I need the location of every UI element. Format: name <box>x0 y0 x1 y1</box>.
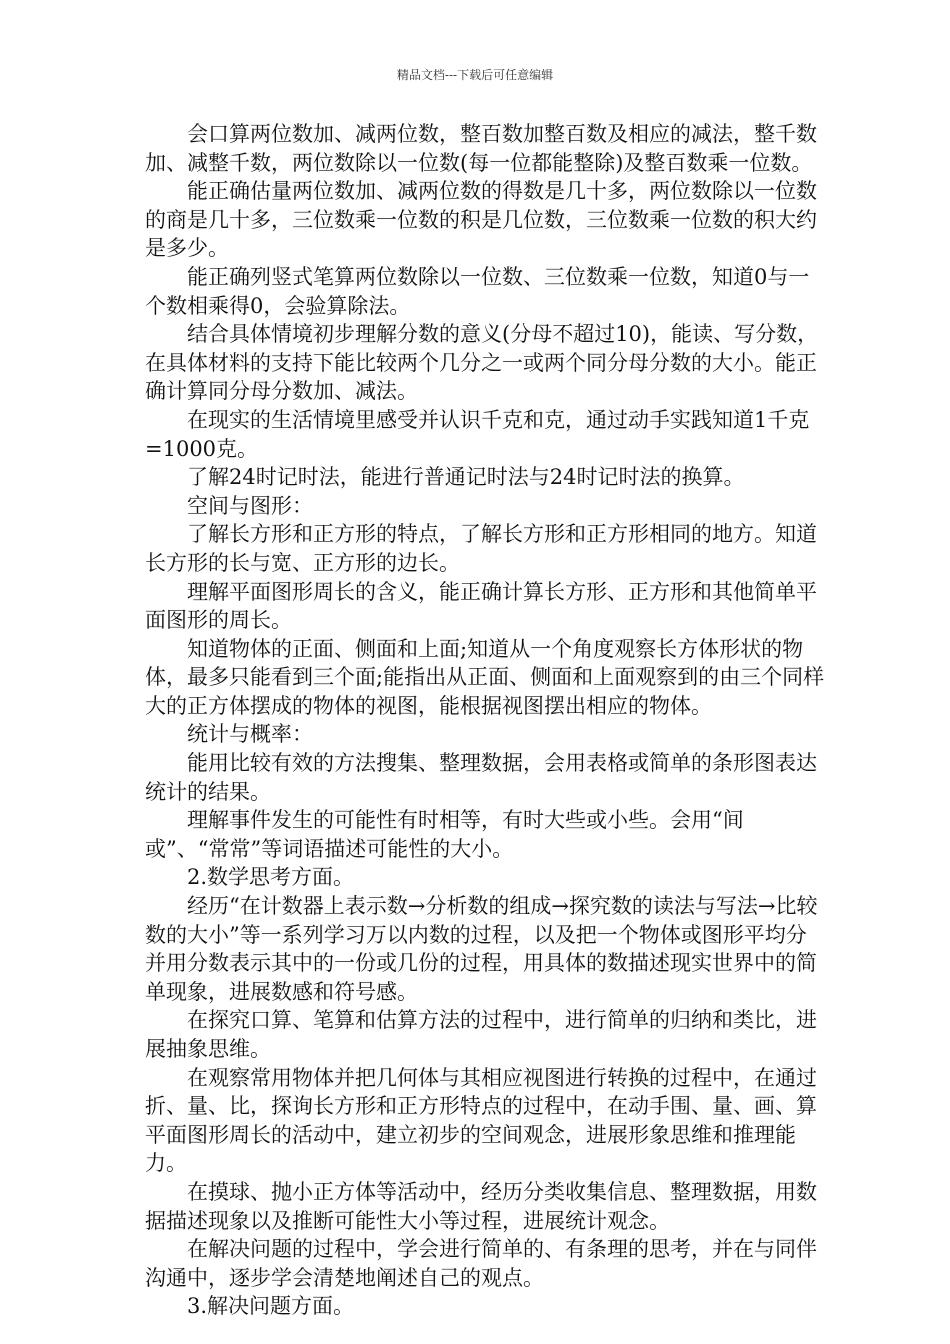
section-heading: 空间与图形： <box>187 493 313 518</box>
paragraph: 会口算两位数加、减两位数，整百数加整百数及相应的减法，整千数加、减整千数，两位数除以一位数(每一位都能整除)及整百数乘一位数。 <box>145 122 817 175</box>
paragraph: 结合具体情境初步理解分数的意义(分母不超过10)，能读、写分数，在具体材料的支持下能比较两个几分之一或两个同分母分数的大小。能正确计算同分母分数加、减法。 <box>145 322 819 404</box>
paragraph: 能正确列竖式笔算两位数除以一位数、三位数乘一位数，知道0与一个数相乘得0，会验算除法。 <box>145 264 810 318</box>
paragraph: 在解决问题的过程中，学会进行简单的、有条理的思考，并在与同伴沟通中，逐步学会清楚地阐述自己的观点。 <box>145 1237 817 1290</box>
section-heading: 2.数学思考方面。 <box>187 865 355 890</box>
document-body <box>145 120 825 1321</box>
paragraph: 理解事件发生的可能性有时相等，有时大些或小些。会用“间或”、“常常”等词语描述可能性的大小。 <box>145 808 744 861</box>
section-heading: 统计与概率： <box>187 722 313 747</box>
paragraph: 在探究口算、笔算和估算方法的过程中，进行简单的归纳和类比，进展抽象思维。 <box>145 1008 817 1061</box>
paragraph: 了解24时记时法，能进行普通记时法与24时记时法的换算。 <box>187 465 745 490</box>
paragraph: 理解平面图形周长的含义，能正确计算长方形、正方形和其他简单平面图形的周长。 <box>145 579 817 633</box>
paragraph: 能用比较有效的方法搜集、整理数据，会用表格或简单的条形图表达统计的结果。 <box>145 751 817 804</box>
paragraph: 在摸球、抛小正方体等活动中，经历分类收集信息、整理数据，用数据描述现象以及推断可能性大小等过程，进展统计观念。 <box>145 1179 817 1233</box>
paragraph: 能正确估量两位数加、减两位数的得数是几十多，两位数除以一位数的商是几十多，三位数乘一位数的积是几位数，三位数乘一位数的积大约是多少。 <box>145 179 817 261</box>
paragraph: 在现实的生活情境里感受并认识千克和克，通过动手实践知道1千克=1000克。 <box>145 407 810 461</box>
paragraph: 经历“在计数器上表示数→分析数的组成→探究数的读法与写法→比较数的大小”等一系列学习万以内数的过程，以及把一个物体或图形平均分并用分数表示其中的一份或几份的过程，用具体的数描述现实世界中的简单现象，进展数感和符号感。 <box>145 894 818 1004</box>
paragraph: 在观察常用物体并把几何体与其相应视图进行转换的过程中，在通过折、量、比，探询长方形和正方形特点的过程中，在动手围、量、画、算平面图形周长的活动中，建立初步的空间观念，进展形象思维和推理能力。 <box>145 1065 817 1176</box>
section-heading: 3.解决问题方面。 <box>187 1294 355 1319</box>
paragraph: 了解长方形和正方形的特点，了解长方形和正方形相同的地方。知道长方形的长与宽、正方形的边长。 <box>145 522 817 575</box>
paragraph: 知道物体的正面、侧面和上面;知道从一个角度观察长方体形状的物体，最多只能看到三个面;能指出从正面、侧面和上面观察到的由三个同样大的正方体摆成的物体的视图，能根据视图摆出相应的物体。 <box>145 636 825 718</box>
page-header: 精品文档---下载后可任意编辑 <box>396 68 554 82</box>
